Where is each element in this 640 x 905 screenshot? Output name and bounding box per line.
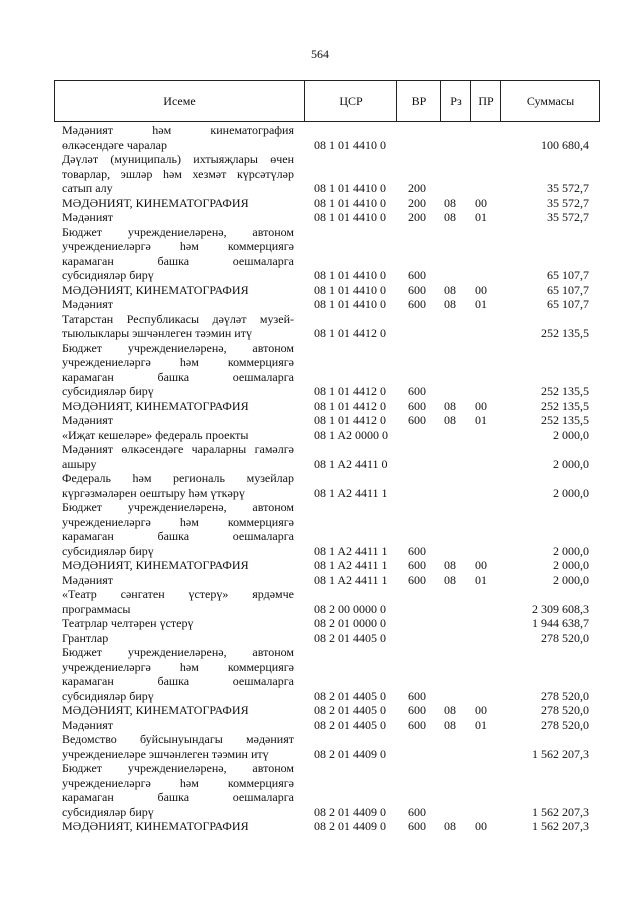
table-body — [0, 123, 640, 834]
row-name — [62, 718, 294, 733]
row-pr: 01 — [475, 572, 487, 587]
row-sum: 1 562 207,3 — [532, 804, 589, 819]
row-csr: 08 1 01 4412 0 — [314, 413, 386, 427]
row-name-line: Мәдәният өлкәсендәге чараларны гамәлгә — [62, 442, 294, 456]
row-name — [62, 500, 294, 558]
row-sum: 1 944 638,7 — [532, 616, 589, 630]
row-name-line: Дәүләт (муниципаль) ихтыяҗлары өчен — [62, 152, 294, 166]
table-row — [0, 413, 640, 428]
row-sum: 35 572,7 — [547, 195, 589, 210]
row-pr: 01 — [475, 413, 487, 427]
row-csr: 08 1 01 4410 0 — [314, 268, 386, 282]
row-name-line: Бюджет учреждениеләренә, автоном — [62, 761, 294, 775]
table-row — [0, 587, 640, 616]
row-pr: 01 — [475, 297, 487, 311]
row-name-line: учреждениеләре эшчәнлеген тәэмин итү — [62, 746, 269, 761]
row-csr: 08 1 A2 4411 1 — [314, 485, 388, 500]
row-name-line: МӘДӘНИЯТ, КИНЕМАТОГРАФИЯ — [62, 398, 249, 413]
row-name-line: субсидияләр бирү — [62, 688, 154, 703]
row-name-line: программасы — [62, 601, 131, 616]
row-csr: 08 2 01 4409 0 — [314, 819, 386, 833]
row-name-line: карамаган башка оешмаларга — [62, 790, 294, 804]
row-csr: 08 1 01 4412 0 — [314, 384, 386, 398]
table-row — [0, 312, 640, 341]
row-name — [62, 413, 294, 428]
row-csr: 08 1 A2 4411 1 — [314, 543, 388, 558]
row-csr: 08 1 01 4412 0 — [314, 326, 386, 340]
row-pr: 00 — [475, 558, 487, 572]
row-sum: 252 135,5 — [541, 326, 589, 340]
table-row — [0, 718, 640, 733]
row-csr: 08 2 01 4405 0 — [314, 630, 386, 645]
row-rz: 08 — [444, 558, 456, 572]
row-name-line: Мәдәният — [62, 717, 114, 732]
table-row — [0, 210, 640, 225]
table-row — [0, 399, 640, 414]
row-name — [62, 573, 294, 588]
row-name-line: Бюджет учреждениеләренә, автоном — [62, 340, 294, 355]
row-vr: 600 — [408, 297, 426, 311]
row-vr: 600 — [408, 688, 426, 703]
row-csr: 08 1 01 4410 0 — [314, 297, 386, 311]
row-name — [62, 631, 294, 646]
row-sum: 278 520,0 — [541, 703, 589, 717]
row-sum: 2 000,0 — [553, 572, 589, 587]
row-rz: 08 — [444, 717, 456, 732]
row-pr: 00 — [475, 703, 487, 717]
header-pr: ПР — [470, 81, 501, 121]
row-vr: 600 — [408, 268, 426, 282]
row-name-line: Бюджет учреждениеләренә, автоном — [62, 500, 294, 514]
row-csr: 08 1 01 4410 0 — [314, 210, 386, 224]
table-row — [0, 819, 640, 834]
row-vr: 600 — [408, 543, 426, 558]
table-row — [0, 645, 640, 703]
row-name — [62, 819, 294, 834]
header-rz: Рз — [440, 81, 471, 121]
row-sum: 278 520,0 — [541, 688, 589, 703]
row-csr: 08 1 A2 0000 0 — [314, 427, 389, 442]
row-name-line: Грантлар — [62, 630, 109, 645]
row-pr: 00 — [475, 819, 487, 833]
row-csr: 08 2 01 0000 0 — [314, 616, 386, 630]
row-sum: 278 520,0 — [541, 717, 589, 732]
table-row — [0, 283, 640, 298]
row-rz: 08 — [444, 413, 456, 427]
row-csr: 08 1 01 4410 0 — [314, 282, 386, 297]
row-name-line: учреждениеләргә һәм коммерциягә — [62, 239, 294, 253]
page-number: 564 — [311, 47, 329, 61]
row-name — [62, 428, 294, 443]
row-csr: 08 1 01 4410 0 — [314, 181, 386, 195]
row-sum: 2 000,0 — [553, 427, 589, 442]
row-name-line: сатып алу — [62, 181, 113, 195]
row-vr: 200 — [408, 195, 426, 210]
row-rz: 08 — [444, 297, 456, 311]
table-row — [0, 732, 640, 761]
row-csr: 08 1 A2 4411 1 — [314, 572, 388, 587]
row-pr: 00 — [475, 195, 487, 210]
table-row — [0, 152, 640, 196]
row-sum: 1 562 207,3 — [532, 819, 589, 833]
row-vr: 600 — [408, 717, 426, 732]
row-sum: 100 680,4 — [541, 137, 589, 152]
row-rz: 08 — [444, 195, 456, 210]
row-name-line: карамаган башка оешмаларга — [62, 529, 294, 543]
row-sum: 2 000,0 — [553, 543, 589, 558]
row-vr: 200 — [408, 181, 426, 195]
row-vr: 600 — [408, 384, 426, 398]
row-name-line: Мәдәният һәм кинематография — [62, 123, 294, 137]
row-name-line: Мәдәният — [62, 297, 114, 311]
row-name — [62, 442, 294, 471]
row-sum: 2 000,0 — [553, 456, 589, 471]
row-sum: 252 135,5 — [541, 413, 589, 427]
row-rz: 08 — [444, 819, 456, 833]
row-name — [62, 312, 294, 341]
row-name — [62, 123, 294, 152]
row-name — [62, 703, 294, 718]
row-name-line: карамаган башка оешмаларга — [62, 674, 294, 688]
row-sum: 1 562 207,3 — [532, 746, 589, 761]
table-row — [0, 761, 640, 819]
row-name-line: субсидияләр бирү — [62, 804, 154, 819]
row-name-line: ашыру — [62, 456, 97, 471]
row-rz: 08 — [444, 398, 456, 413]
row-pr: 01 — [475, 210, 487, 224]
row-name — [62, 297, 294, 312]
row-vr: 600 — [408, 804, 426, 819]
row-name — [62, 616, 294, 631]
row-name-line: субсидияләр бирү — [62, 384, 154, 398]
row-name-line: учреждениеләргә һәм коммерциягә — [62, 514, 294, 529]
row-vr: 600 — [408, 398, 426, 413]
table-row — [0, 573, 640, 588]
row-name-line: Федераль һәм региональ музейлар — [62, 471, 294, 485]
row-csr: 08 1 A2 4411 0 — [314, 456, 388, 471]
row-name-line: Театрлар челтәрен үстерү — [62, 616, 194, 630]
row-vr: 600 — [408, 819, 426, 833]
row-name-line: Татарстан Республикасы дәүләт музей- — [62, 311, 294, 326]
row-vr: 600 — [408, 558, 426, 572]
table-header — [54, 80, 600, 122]
row-name-line: учреждениеләргә һәм коммерциягә — [62, 659, 294, 674]
row-name — [62, 587, 294, 616]
header-name: Исеме — [163, 94, 196, 108]
row-name — [62, 558, 294, 573]
row-name-line: Бюджет учреждениеләренә, автоном — [62, 224, 294, 239]
row-csr: 08 2 01 4409 0 — [314, 746, 386, 761]
row-sum: 35 572,7 — [547, 210, 589, 224]
row-name-line: тыюлыклары эшчәнлеген тәэмин итү — [62, 326, 252, 340]
table-row — [0, 471, 640, 500]
row-rz: 08 — [444, 572, 456, 587]
row-name-line: Мәдәният — [62, 572, 114, 587]
row-name-line: «Иҗат кешеләре» федераль проекты — [62, 427, 249, 442]
row-name-line: өлкәсендәге чаралар — [62, 137, 167, 152]
row-vr: 600 — [408, 413, 426, 427]
row-csr: 08 1 01 4410 0 — [314, 195, 386, 210]
row-sum: 65 107,7 — [547, 297, 589, 311]
row-name-line: учреждениеләргә һәм коммерциягә — [62, 355, 294, 369]
row-sum: 2 000,0 — [553, 485, 589, 500]
row-name-line: субсидияләр бирү — [62, 268, 154, 282]
table-row — [0, 558, 640, 573]
row-rz: 08 — [444, 282, 456, 297]
row-vr: 600 — [408, 572, 426, 587]
header-csr: ЦСР — [304, 81, 397, 121]
row-name-line: Мәдәният — [62, 210, 114, 224]
row-name-line: МӘДӘНИЯТ, КИНЕМАТОГРАФИЯ — [62, 195, 249, 210]
row-sum: 65 107,7 — [547, 268, 589, 282]
row-pr: 00 — [475, 282, 487, 297]
table-row — [0, 428, 640, 443]
row-name — [62, 196, 294, 211]
row-name-line: МӘДӘНИЯТ, КИНЕМАТОГРАФИЯ — [62, 819, 249, 833]
row-name — [62, 399, 294, 414]
row-name-line: МӘДӘНИЯТ, КИНЕМАТОГРАФИЯ — [62, 558, 249, 572]
row-name — [62, 210, 294, 225]
row-csr: 08 2 00 0000 0 — [314, 601, 386, 616]
row-name-line: Бюджет учреждениеләренә, автоном — [62, 645, 294, 659]
row-vr: 200 — [408, 210, 426, 224]
row-sum: 65 107,7 — [547, 282, 589, 297]
row-csr: 08 1 01 4410 0 — [314, 137, 386, 152]
header-sum: Суммасы — [500, 81, 600, 121]
row-sum: 252 135,5 — [541, 398, 589, 413]
row-csr: 08 2 01 4405 0 — [314, 703, 386, 717]
row-name-line: товарлар, эшләр һәм хезмәт күрсәтүләр — [62, 166, 294, 181]
row-rz: 08 — [444, 210, 456, 224]
row-name — [62, 152, 294, 196]
row-name — [62, 283, 294, 298]
row-name-line: субсидияләр бирү — [62, 543, 154, 558]
row-csr: 08 1 A2 4411 1 — [314, 558, 388, 572]
row-sum: 278 520,0 — [541, 630, 589, 645]
row-rz: 08 — [444, 703, 456, 717]
row-pr: 00 — [475, 398, 487, 413]
table-row — [0, 196, 640, 211]
row-name-line: карамаган башка оешмаларга — [62, 253, 294, 268]
row-name-line: МӘДӘНИЯТ, КИНЕМАТОГРАФИЯ — [62, 703, 249, 717]
table-row — [0, 703, 640, 718]
row-name-line: күргәзмәләрен оештыру һәм үткәрү — [62, 485, 245, 500]
row-csr: 08 2 01 4405 0 — [314, 717, 386, 732]
row-name — [62, 732, 294, 761]
table-row — [0, 225, 640, 283]
row-sum: 2 000,0 — [553, 558, 589, 572]
row-name-line: Мәдәният — [62, 413, 114, 427]
row-csr: 08 2 01 4409 0 — [314, 804, 386, 819]
row-name-line: МӘДӘНИЯТ, КИНЕМАТОГРАФИЯ — [62, 282, 249, 297]
header-vr: ВР — [396, 81, 441, 121]
row-sum: 2 309 608,3 — [532, 601, 589, 616]
row-name-line: «Театр сәнгатен үстерү» ярдәмче — [62, 587, 294, 601]
row-csr: 08 2 01 4405 0 — [314, 688, 386, 703]
row-name — [62, 471, 294, 500]
table-row — [0, 500, 640, 558]
row-name — [62, 645, 294, 703]
table-row — [0, 442, 640, 471]
row-sum: 35 572,7 — [547, 181, 589, 195]
row-sum: 252 135,5 — [541, 384, 589, 398]
row-vr: 600 — [408, 703, 426, 717]
row-name-line: учреждениеләргә һәм коммерциягә — [62, 775, 294, 790]
row-pr: 01 — [475, 717, 487, 732]
row-name-line: Ведомство буйсынуындагы мәдәният — [62, 732, 294, 746]
row-name — [62, 761, 294, 819]
table-row — [0, 631, 640, 646]
row-name — [62, 225, 294, 283]
table-row — [0, 297, 640, 312]
table-row — [0, 616, 640, 631]
row-vr: 600 — [408, 282, 426, 297]
row-csr: 08 1 01 4412 0 — [314, 398, 386, 413]
row-name — [62, 341, 294, 399]
table-row — [0, 341, 640, 399]
table-row — [0, 123, 640, 152]
row-name-line: карамаган башка оешмаларга — [62, 369, 294, 384]
